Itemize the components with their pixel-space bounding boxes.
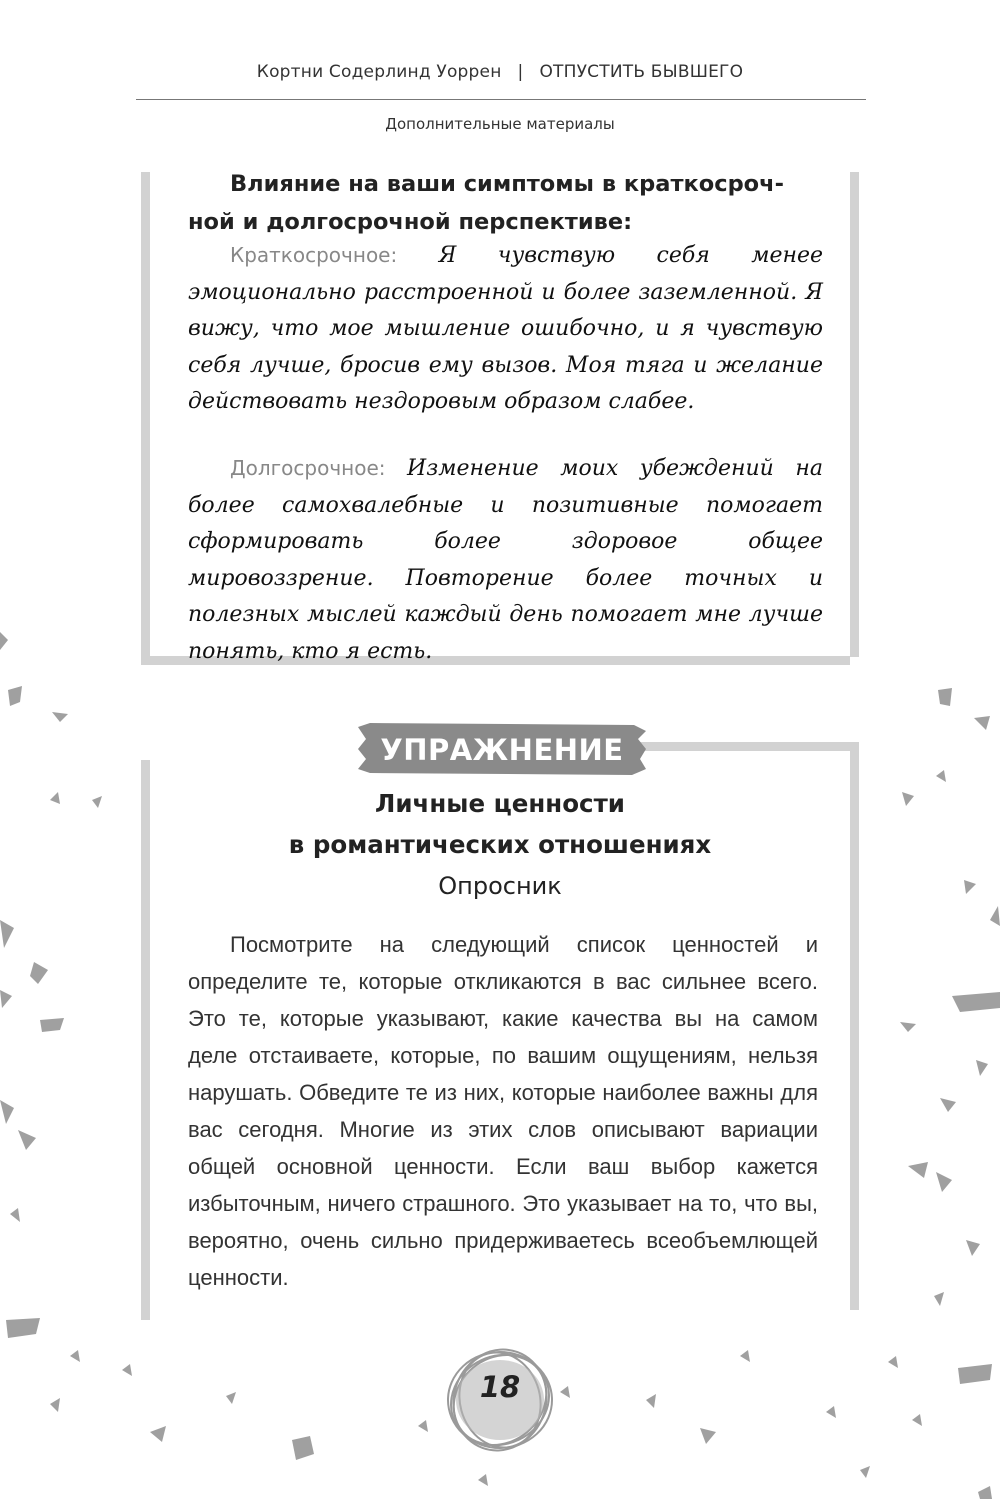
box1-frame-left xyxy=(141,172,150,665)
box1-frame-right xyxy=(850,172,859,657)
long-term-text: Изменение моих убеждений на более самохвалебные и позитивные помогает сформировать более здоровое общее мировоззрение. Повторение более точных и полезных мыслей каждый день помогает мне лучше понять, кто я есть. xyxy=(188,456,823,664)
exercise-body xyxy=(188,926,818,1296)
header-separator: | xyxy=(517,62,524,82)
exercise-title-line1: Личные ценности xyxy=(375,789,625,818)
author-name: Кортни Содерлинд Уоррен xyxy=(256,62,502,82)
header-rule xyxy=(136,99,866,100)
exercise-body-text: Посмотрите на следующий список ценностей и определите те, которые откликаются в вас сильнее всего. Это те, которые указывают, какие качества вы на самом деле отстаиваете, которые, по вашим ощущениям, нельзя нарушать. Обведите те из них, которые наиболее важны для вас сегодня. Многие из этих слов описывают вариации общей основной ценности. Если ваш выбор кажется избыточным, ничего страшного. Это указывает на то, что вы, вероятно, очень сильно придерживаетесь всеобъемлющей ценности. xyxy=(188,932,818,1290)
section-label: Дополнительные материалы xyxy=(385,115,615,133)
exercise-frame-left xyxy=(141,760,150,1320)
long-term-paragraph xyxy=(188,450,823,670)
exercise-banner-label: УПРАЖНЕНИЕ xyxy=(380,733,624,767)
long-term-label: Долгосрочное: xyxy=(230,456,386,480)
exercise-subtitle: Опросник xyxy=(438,872,562,900)
book-title: ОТПУСТИТЬ БЫВШЕГО xyxy=(539,62,744,82)
exercise-frame-right xyxy=(850,742,859,1310)
box1-heading xyxy=(188,165,823,241)
short-term-paragraph xyxy=(188,237,823,421)
running-head xyxy=(0,62,1000,82)
short-term-text: Я чувствую себя менее эмоционально расстроенной и более заземленной. Я вижу, что мое мышление ошибочно, и я чувствую себя лучше, бросив ему вызов. Моя тяга и желание действовать нездоровым образом слабее. xyxy=(188,243,823,414)
short-term-label: Краткосрочное: xyxy=(230,243,398,267)
exercise-frame-top xyxy=(635,742,859,751)
box1-heading-line1: Влияние на ваши симптомы в краткосроч- xyxy=(230,171,784,197)
exercise-title xyxy=(150,783,850,865)
page-number: 18 xyxy=(479,1370,521,1404)
exercise-title-line2: в романтических отношениях xyxy=(288,830,712,859)
box1-heading-line2: ной и долгосрочной перспективе: xyxy=(188,209,633,235)
